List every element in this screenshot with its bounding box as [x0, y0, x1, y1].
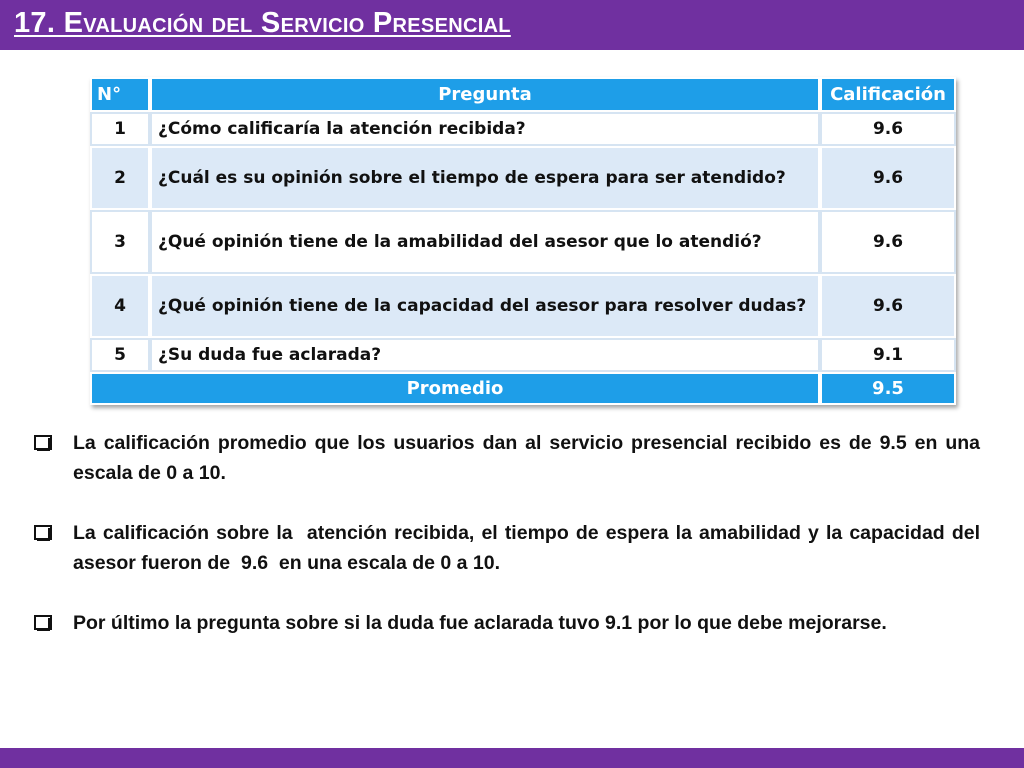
row-score: 9.6	[820, 146, 956, 210]
bullet-text: La calificación sobre la atención recibida, el tiempo de espera la amabilidad y la capacidad del asesor fueron de 9.6 en una escala de 0 a 10.	[73, 522, 986, 574]
table-row	[90, 112, 956, 146]
row-question: ¿Su duda fue aclarada?	[150, 338, 820, 372]
table-row	[90, 146, 956, 210]
table-header-row	[90, 77, 956, 112]
checkbox-square-icon	[34, 615, 52, 630]
findings-list	[34, 428, 986, 668]
row-score: 9.6	[820, 112, 956, 146]
row-score: 9.1	[820, 338, 956, 372]
average-row	[90, 372, 956, 405]
bullet-text: Por último la pregunta sobre si la duda fue aclarada tuvo 9.1 por lo que debe mejorarse.	[73, 612, 887, 634]
bullet-text: La calificación promedio que los usuarios dan al servicio presencial recibido es de 9.5 en una escala de 0 a 10.	[73, 432, 986, 484]
header-num: N°	[90, 77, 150, 112]
row-score: 9.6	[820, 274, 956, 338]
slide-title: 17. Evaluación del Servicio Presencial	[14, 7, 511, 39]
table-row	[90, 338, 956, 372]
row-num: 2	[90, 146, 150, 210]
ratings-table	[90, 77, 956, 405]
footer-bar	[0, 748, 1024, 768]
row-question: ¿Cómo calificaría la atención recibida?	[150, 112, 820, 146]
checkbox-square-icon	[34, 525, 52, 540]
list-item	[34, 428, 986, 488]
checkbox-square-icon	[34, 435, 52, 450]
row-score: 9.6	[820, 210, 956, 274]
row-question: ¿Qué opinión tiene de la amabilidad del asesor que lo atendió?	[150, 210, 820, 274]
evaluation-table	[90, 77, 956, 405]
header-bar	[0, 0, 1024, 50]
header-score: Calificación	[820, 77, 956, 112]
header-question: Pregunta	[150, 77, 820, 112]
row-num: 3	[90, 210, 150, 274]
list-item	[34, 518, 986, 578]
average-value: 9.5	[820, 372, 956, 405]
row-num: 1	[90, 112, 150, 146]
row-question: ¿Qué opinión tiene de la capacidad del asesor para resolver dudas?	[150, 274, 820, 338]
row-num: 4	[90, 274, 150, 338]
table-row	[90, 274, 956, 338]
table-row	[90, 210, 956, 274]
list-item	[34, 608, 980, 638]
average-label: Promedio	[90, 372, 820, 405]
row-question: ¿Cuál es su opinión sobre el tiempo de espera para ser atendido?	[150, 146, 820, 210]
row-num: 5	[90, 338, 150, 372]
